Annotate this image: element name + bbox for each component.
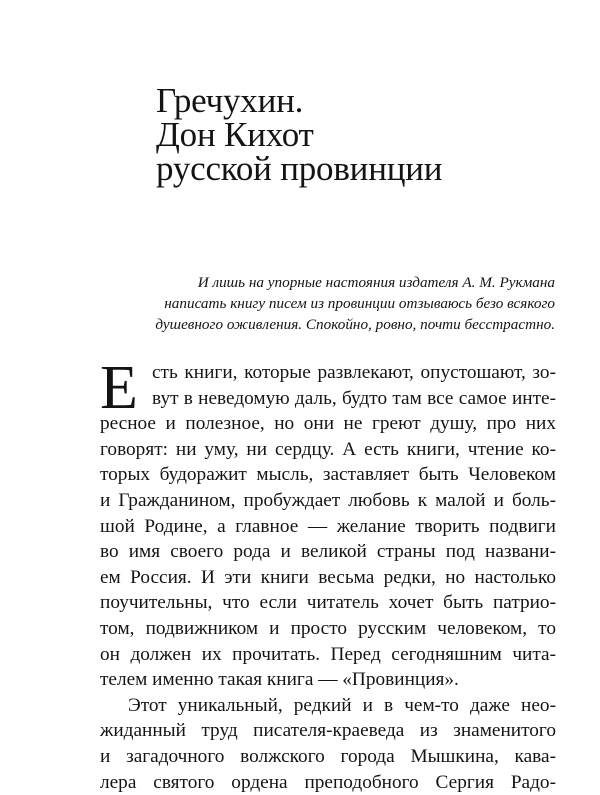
epigraph-line: душевного оживления. Спокойно, ровно, почти бесстрастно. [135,314,555,335]
body-line: телем именно такая книга — «Провинция». [100,667,556,693]
epigraph [135,272,555,335]
body-line: сть книги, которые развлекают, опустошают, зо- [100,360,556,386]
body-line: лера святого ордена преподобного Сергия Радо- [100,770,556,795]
body-line: во имя своего рода и великой страны под названи- [100,539,556,565]
chapter-title-line: Дон Кихот [156,118,442,152]
epigraph-line: написать книгу писем из провинции отзываюсь безо всякого [135,293,555,314]
body-line: ресное и полезное, но они не греют душу, про них [100,411,556,437]
chapter-title [156,84,442,186]
body-line: торых будоражит мысль, заставляет быть Человеком [100,462,556,488]
body-line: шой Родине, а главное — желание творить подвиги [100,514,556,540]
body-line: он должен их прочитать. Перед сегодняшним чита- [100,642,556,668]
body-line: и загадочного волжского города Мышкина, кава- [100,744,556,770]
drop-cap: Е [100,363,138,413]
body-line: поучительны, что если читатель хочет быть патрио- [100,590,556,616]
body-line: жиданный труд писателя-краеведа из знаменитого [100,718,556,744]
body-line: том, подвижником и просто русским человеком, то [100,616,556,642]
chapter-title-line: русской провинции [156,152,442,186]
chapter-title-line: Гречухин. [156,84,442,118]
body-line: Этот уникальный, редкий и в чем-то даже нео- [100,693,556,719]
body-line: говорят: ни уму, ни сердцу. А есть книги, чтение ко- [100,437,556,463]
body-paragraphs [100,360,556,795]
body-line: вут в неведомую даль, будто там все самое инте- [100,386,556,412]
epigraph-line: И лишь на упорные настояния издателя А. М. Рукмана [135,272,555,293]
body-line: и Гражданином, пробуждает любовь к малой и боль- [100,488,556,514]
body-line: ем Россия. И эти книги весьма редки, но настолько [100,565,556,591]
